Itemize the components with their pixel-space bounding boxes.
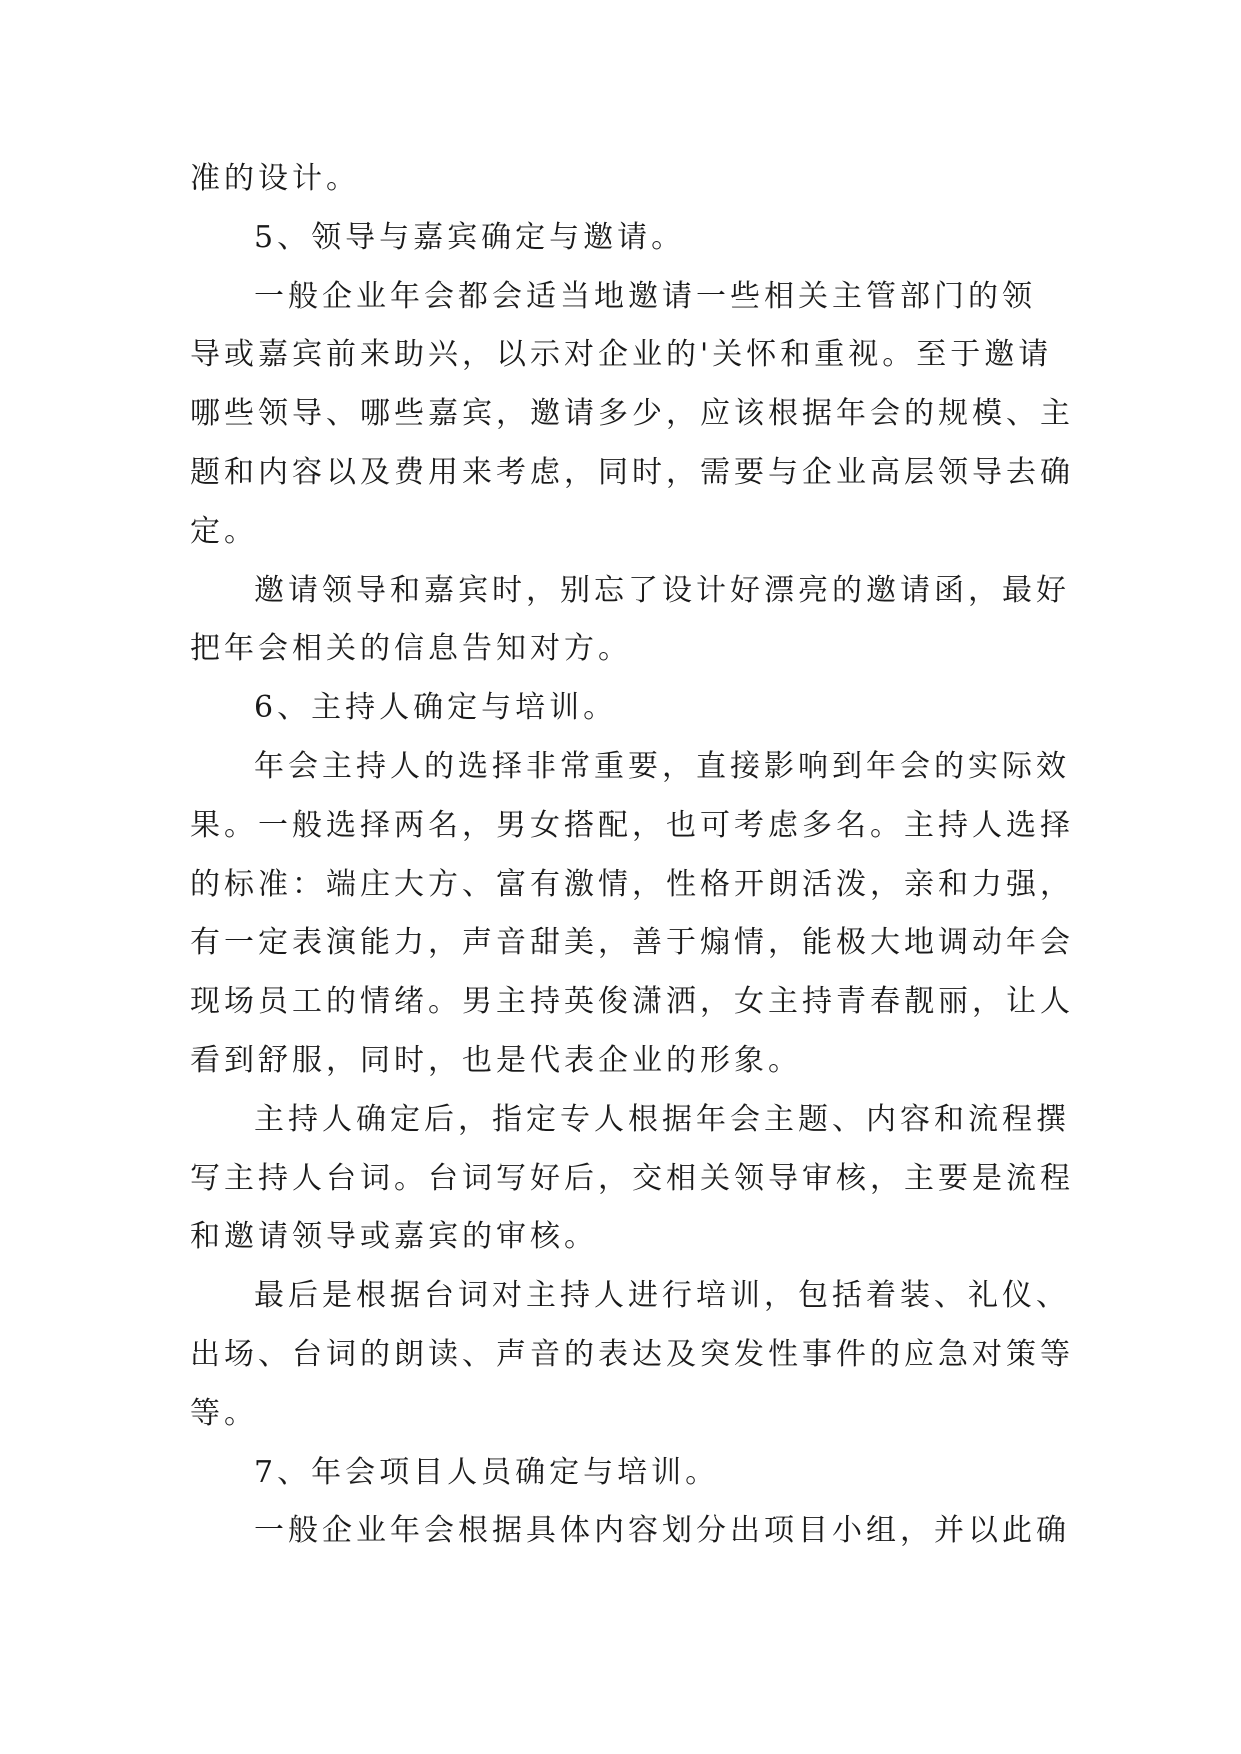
text-line: 准的设计。 [190,161,360,196]
text-line: 等。 [190,1395,258,1431]
text-line: 一般企业年会都会适当地邀请一些相关主管部门的领 [254,278,1036,314]
text-line: 主持人确定后，指定专人根据年会主题、内容和流程撰 [254,1101,1070,1137]
text-line: 题和内容以及费用来考虑，同时，需要与企业高层领导去确 [190,454,1074,490]
text-line: 现场员工的情绪。男主持英俊潇洒，女主持青春靓丽，让人 [190,984,1074,1020]
text-line: 有一定表演能力，声音甜美，善于煽情，能极大地调动年会 [190,925,1074,961]
text-line: 和邀请领导或嘉宾的审核。 [190,1219,598,1255]
text-line: 看到舒服，同时，也是代表企业的形象。 [190,1042,802,1078]
text-line: 出场、台词的朗读、声音的表达及突发性事件的应急对策等 [190,1336,1074,1372]
text-line: 一般企业年会根据具体内容划分出项目小组，并以此确 [254,1513,1070,1549]
text-line: 的标准：端庄大方、富有激情，性格开朗活泼，亲和力强， [190,866,1074,902]
text-line: 写主持人台词。台词写好后，交相关领导审核，主要是流程 [190,1160,1074,1196]
section-heading: 6、主持人确定与培训。 [254,690,618,726]
text-line: 果。一般选择两名，男女搭配，也可考虑多名。主持人选择 [190,807,1074,843]
text-line: 定。 [190,513,258,549]
text-line: 年会主持人的选择非常重要，直接影响到年会的实际效 [254,748,1070,784]
text-line: 邀请领导和嘉宾时，别忘了设计好漂亮的邀请函，最好 [254,572,1070,608]
text-line: 哪些领导、哪些嘉宾，邀请多少，应该根据年会的规模、主 [190,396,1074,432]
section-heading: 7、年会项目人员确定与培训。 [254,1454,720,1490]
section-heading: 5、领导与嘉宾确定与邀请。 [254,219,686,255]
text-line: 最后是根据台词对主持人进行培训，包括着装、礼仪、 [254,1278,1070,1314]
text-line: 导或嘉宾前来助兴，以示对企业的'关怀和重视。至于邀请 [190,337,1053,373]
text-line: 把年会相关的信息告知对方。 [190,631,632,667]
document-body [190,150,1074,1561]
